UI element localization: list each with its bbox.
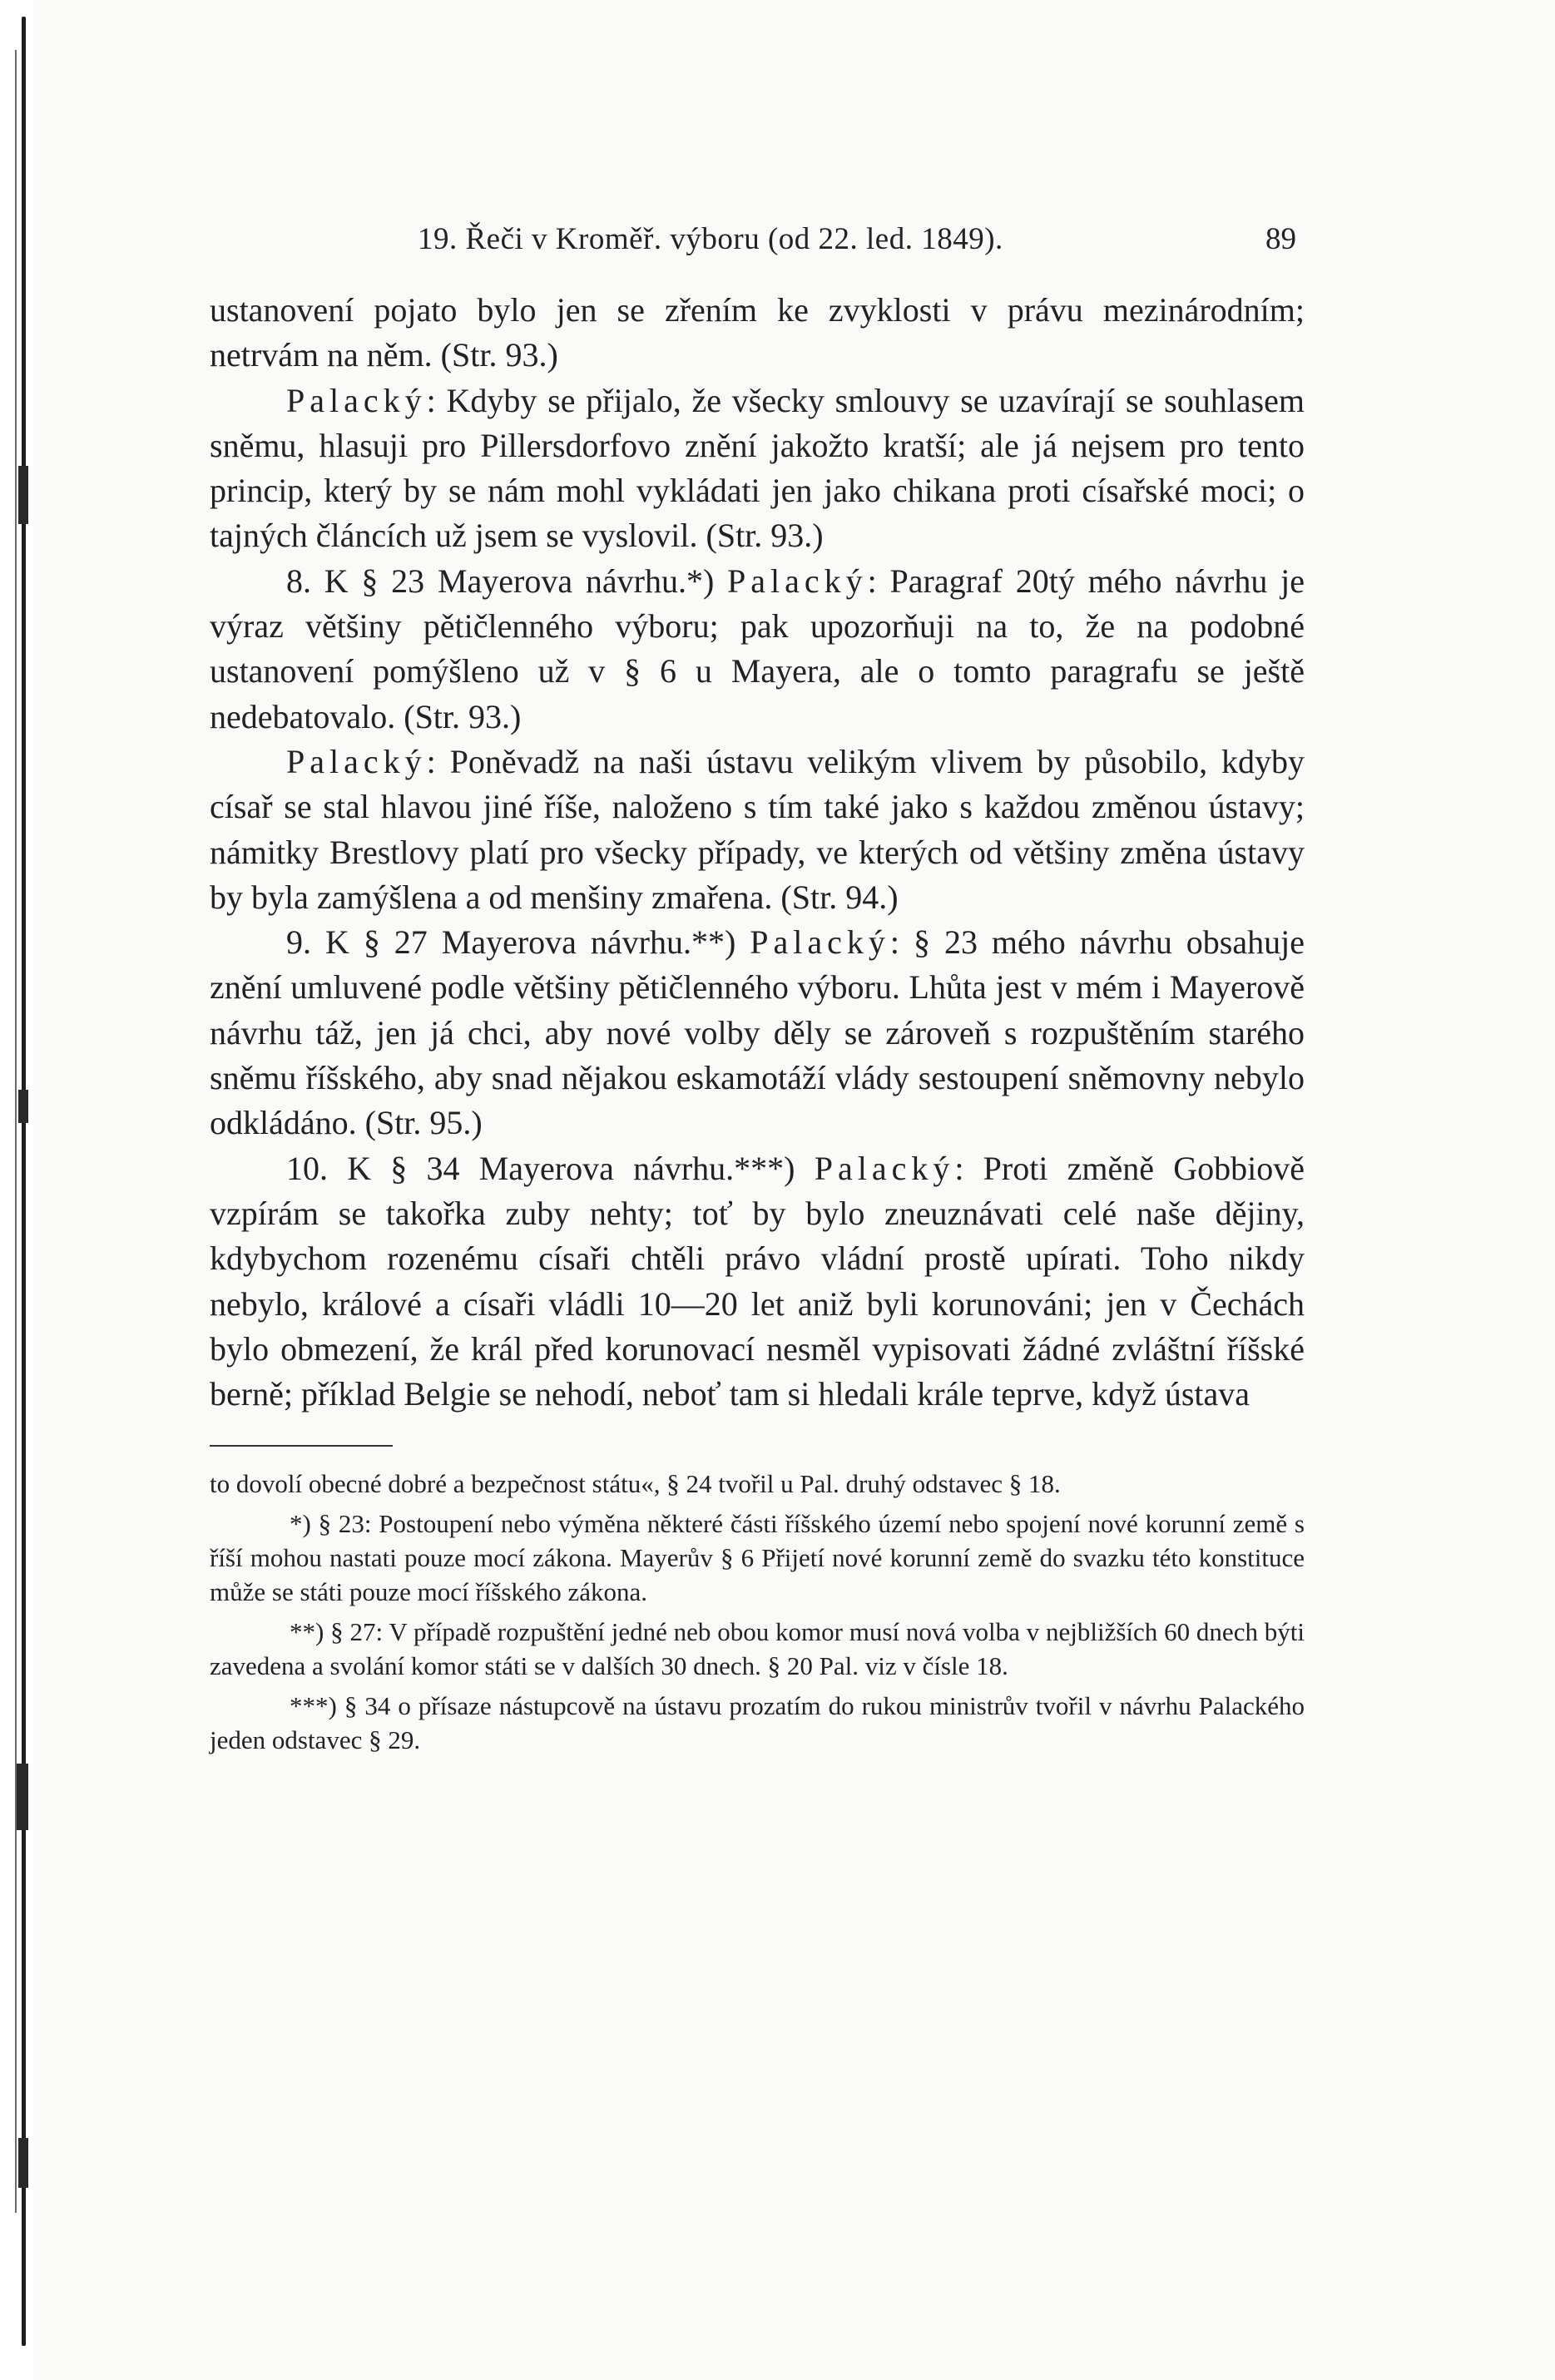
paragraph-6-lead: 10. K § 34 Mayerova návrhu.***) — [286, 1149, 815, 1187]
footnote-1: *) § 23: Postoupení nebo výměna některé části říšského území nebo spojení nové korunní země s říší mohou nastati pouze mocí zákona. Mayerův § 6 Přijetí nové korunní země do svazku této konstituce může se státi pouze mocí říšského zákona. — [210, 1509, 1305, 1607]
text-column — [210, 218, 1305, 1763]
footnote-rule — [210, 1445, 393, 1447]
paragraph-2 — [210, 379, 1305, 559]
paragraph-1: ustanovení pojato bylo jen se zřením ke zvyklosti v právu mezinárodním; netrvám na něm. (Str. 93.) — [210, 291, 1305, 374]
paragraph-5-lead: 9. K § 27 Mayerova návrhu.**) — [286, 923, 750, 962]
speaker-name: Palacký — [286, 381, 427, 419]
binding-mark — [18, 2138, 28, 2188]
paragraph-3-lead: 8. K § 23 Mayerova návrhu.*) — [286, 562, 728, 600]
speaker-name: Palacký — [727, 562, 868, 600]
paragraph-3 — [210, 559, 1305, 740]
speaker-name: Palacký — [286, 742, 427, 780]
binding-edge — [0, 0, 33, 2380]
paragraph-2-text: : Kdyby se přijalo, že všecky smlouvy se uzavírají se souhlasem sněmu, hlasuji pro Pillersdorfovo znění jakožto kratší; ale já nejsem pro tento princip, který by se nám mohl vykládati jen jako chikana proti císařské moci; o tajných článcích už jsem se vyslovil. (Str. 93.) — [210, 381, 1305, 555]
binding-mark — [18, 1090, 28, 1123]
paragraph-3-text: : Paragraf 20tý mého návrhu je výraz většiny pětičlenného výboru; pak upozorňuji na to, že na podobné ustanovení pomýšleno už v § 6 u Mayera, ale o tomto paragrafu se ještě nedebatovalo. (Str. 93.) — [210, 562, 1305, 735]
binding-shadow-line — [15, 50, 17, 2213]
paragraph-5 — [210, 920, 1305, 1145]
binding-mark — [18, 466, 28, 524]
paragraph-4-text: : Poněvadž na naši ústavu velikým vlivem by působilo, kdyby císař se stal hlavou jiné říše, naloženo s tím také jako s každou změnou ústavy; námitky Brestlovy platí pro všecky případy, ve kterých od většiny změna ústavy by byla zamýšlena a od menšiny zmařena. (Str. 94.) — [210, 742, 1305, 916]
running-head-title: 19. Řeči v Kroměř. výboru (od 22. led. 1849). — [418, 222, 1003, 256]
paragraph-6 — [210, 1146, 1305, 1418]
footnote-2: **) § 27: V případě rozpuštění jedné neb obou komor musí nová volba v nejbližších 60 dnech býti zavedena a svolání komor státi se v dalších 30 dnech. § 20 Pal. viz v čísle 18. — [210, 1617, 1305, 1681]
running-head — [210, 218, 1305, 261]
binding-line — [22, 17, 26, 2346]
footnotes — [210, 1467, 1305, 1757]
speaker-name: Palacký — [814, 1149, 955, 1187]
paragraph-5-text: : § 23 mého návrhu obsahuje znění umluvené podle většiny pětičlenného výboru. Lhůta jest v mém i Mayerově návrhu táž, jen já chci, aby nové volby děly se zároveň s rozpuštěním starého sněmu říšského, aby snad nějakou eskamotáží vlády sestoupení sněmovny nebylo odkládáno. (Str. 95.) — [210, 923, 1305, 1142]
page-number: 89 — [1265, 222, 1296, 256]
paragraph-4 — [210, 740, 1305, 920]
binding-mark — [17, 1764, 28, 1830]
paragraph-6-text: : Proti změně Gobbiově vzpírám se takořka zuby nehty; toť by bylo zneuznávati celé naše dějiny, kdybychom rozenému císaři chtěli právo vládní prostě upírati. Toho nikdy nebylo, králové a císaři vládli 10—20 let aniž byli korunováni; jen v Čechách bylo obmezení, že král před korunovací nesměl vypisovati žádné zvláštní říšské berně; příklad Belgie se nehodí, neboť tam si hledali krále teprve, když ústava — [210, 1149, 1305, 1413]
body-text — [210, 288, 1305, 1417]
footnote-3: ***) § 34 o přísaze nástupcově na ústavu prozatím do rukou ministrův tvořil v návrhu Palackého jeden odstavec § 29. — [210, 1691, 1305, 1755]
footnote-continuation: to dovolí obecné dobré a bezpečnost státu«, § 24 tvořil u Pal. druhý odstavec § 18. — [210, 1469, 1061, 1499]
speaker-name: Palacký — [750, 923, 890, 962]
